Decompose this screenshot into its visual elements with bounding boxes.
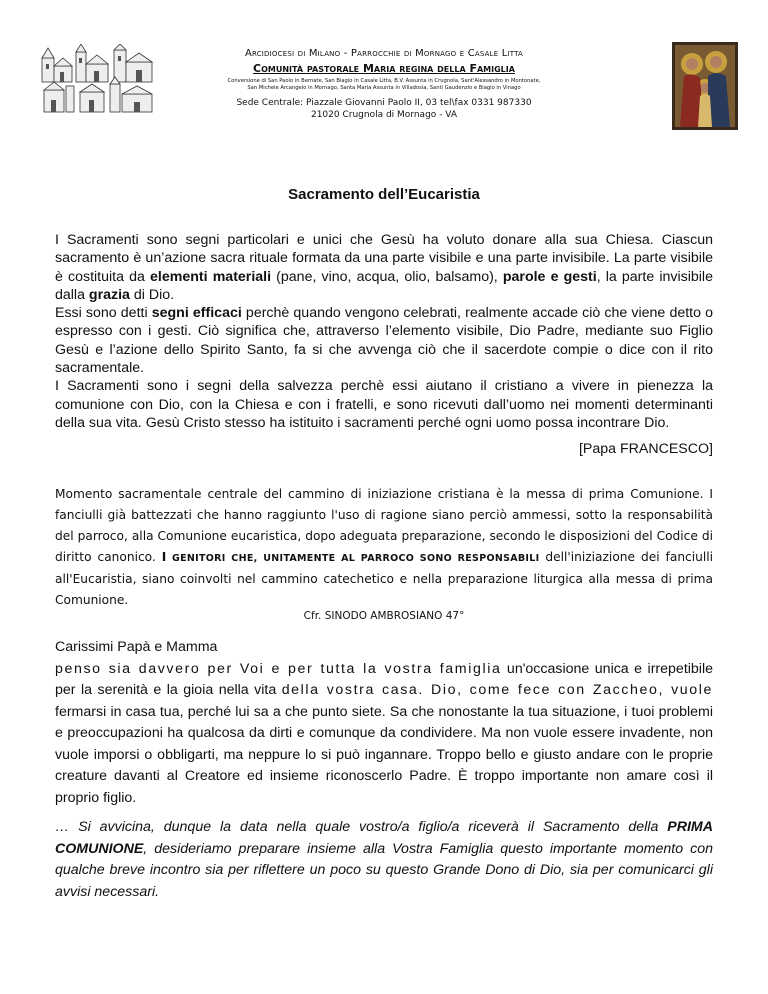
text: … Si avvicina, dunque la data nella quale vostro/a figlio/a riceverà il Sacramento della bbox=[55, 819, 668, 835]
page-title: Sacramento dell’Eucaristia bbox=[288, 186, 480, 203]
text: di Dio. bbox=[129, 286, 175, 303]
intro-text-2 bbox=[55, 304, 713, 377]
parishes-list bbox=[160, 78, 608, 92]
quote-signature: [Papa FRANCESCO] bbox=[578, 441, 713, 458]
text: fermarsi in casa tua, perché lui sa a che punto siete. Sa che nonostante la tua situazione, i tuoi problemi e preoccupazioni ha qualcosa da dirti e comunque da condividere. Ma non vuole essere invadente, non vuole imporsi o obbligarti, ma neppure lo si può ingannare. Troppo bello e giusto andare con le proprie creature davanti al Creatore ed insieme riconoscerlo Padre. È troppo importante non amare così il proprio figlio. bbox=[55, 703, 713, 806]
synod-citation: Cfr. SINODO AMBROSIANO 47° bbox=[303, 610, 465, 622]
greeting: Carissimi Papà e Mamma bbox=[55, 639, 218, 655]
text: I Sacramenti sono segni particolari e unici che Gesù ha voluto donare alla sua Chiesa. Ciascun sacramento è un’azione sacra rituale formata da una parte visibile e una parte invisibile. La parte visibile è costituita da bbox=[55, 232, 713, 285]
letter-paragraph bbox=[55, 637, 713, 809]
bold-text: I bbox=[161, 550, 167, 564]
letter-text bbox=[55, 659, 713, 810]
intro-text-1 bbox=[55, 231, 713, 304]
holy-family-icon bbox=[672, 42, 738, 130]
parish-header bbox=[160, 48, 608, 121]
synod-text bbox=[55, 484, 713, 611]
intro-text-3: I Sacramenti sono i segni della salvezza perchè essi aiutano il cristiano a vivere in pienezza la comunione con Dio, con la Chiesa e con i fratelli, e sono ricevuti dall’uomo nei momenti determinanti della sua vita. Gesù Cristo stesso ha istituito i sacramenti perché ogni uomo possa incontrare Dio. bbox=[55, 378, 713, 431]
text: (pane, vino, acqua, olio, balsamo), bbox=[271, 268, 503, 285]
smallcaps-text: GENITORI CHE, UNITAMENTE AL PARROCO SONO RESPONSABILI bbox=[166, 553, 540, 564]
announcement-paragraph bbox=[55, 817, 713, 903]
bold-text: elementi materiali bbox=[150, 268, 272, 285]
bold-text: segni efficaci bbox=[151, 305, 242, 322]
text: dell'iniziazione dei fanciulli all'Eucaristia, siano coinvolti nel cammino catechetico e nella preparazione liturgica alla messa di prima Comunione. bbox=[55, 550, 714, 607]
churches-logo bbox=[40, 44, 158, 116]
synod-paragraph bbox=[55, 484, 713, 623]
bold-text: parole e gesti bbox=[502, 268, 597, 285]
parishes-line-2: San Michele Arcangelo in Mornago, Santa Maria Assunta in Villadosia, Santi Gaudenzio e Biagio in Vinago bbox=[247, 85, 521, 91]
diocese-line: Arcidiocesi di Milano - Parrocchie di Mornago e Casale Litta bbox=[244, 48, 524, 59]
text: penso sia davvero per Voi e per tutta la vostra famiglia bbox=[55, 660, 502, 677]
address-line-2: 21020 Crugnola di Mornago - VA bbox=[310, 110, 457, 120]
announcement-text bbox=[55, 817, 713, 903]
text: Momento sacramentale centrale del cammino di iniziazione cristiana è la messa di prima Comunione. I fanciulli già battezzati che hanno raggiunto l'uso di ragione siano perciò ammessi, sotto la responsabilità del parroco, alla Comunione eucaristica, dopo adeguata preparazione, secondo le disposizioni del Codice di diritto canonico. bbox=[55, 487, 713, 564]
text: della vostra casa. Dio, come fece con Zaccheo, vuole bbox=[281, 682, 713, 698]
address-block bbox=[160, 97, 608, 121]
text: perchè quando vengono celebrati, realmente accade ciò che viene detto o espresso con i gesti. Ciò significa che, attraverso l’elemento visibile, Dio Padre, mediante suo Figlio Gesù e l’azione dello Spirito Santo, fa si che avvenga ciò che il sacerdote compie o dice con il rito sacramentale. bbox=[55, 305, 713, 377]
text: , desideriamo preparare insieme alla Vostra Famiglia questo importante momento con qualche breve incontro sia per riflettere un poco su questo Grande Dono di Dio, sia per comunicarci gli avvisi necessari. bbox=[55, 840, 713, 900]
text: un'occasione unica e irrepetibile per la serenità e la gioia nella vita bbox=[55, 660, 714, 698]
community-name: Comunità pastorale Maria regina della Famiglia bbox=[253, 62, 515, 75]
address-line-1: Sede Centrale: Piazzale Giovanni Paolo II, 03 tel\fax 0331 987330 bbox=[236, 98, 532, 108]
parishes-line-1: Conversione di San Paolo in Bernate, San Biagio in Casale Litta, B.V. Assunta in Crugnola, Sant'Alessandro in Montonate, bbox=[227, 78, 541, 84]
text: , la parte invisibile dalla bbox=[55, 268, 713, 303]
text: Essi sono detti bbox=[55, 305, 152, 322]
bold-text: PRIMA COMUNIONE bbox=[55, 819, 713, 857]
bold-text: grazia bbox=[88, 286, 130, 303]
intro-paragraph bbox=[55, 231, 713, 459]
